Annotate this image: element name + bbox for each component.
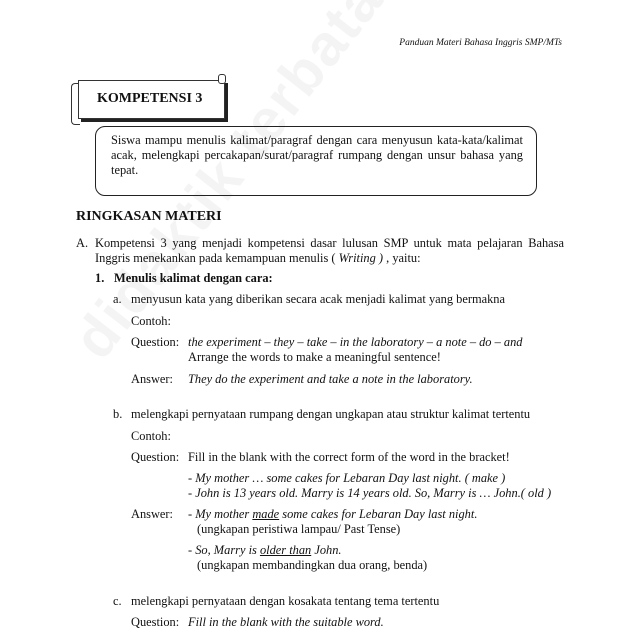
sub-b-question-2: - John is 13 years old. Marry is 14 years old. So, Marry is … John.( old ) bbox=[188, 486, 552, 500]
sub-b-answer-1-post: some cakes for Lebaran Day last night. bbox=[279, 507, 478, 521]
sub-c-letter: c. bbox=[113, 594, 122, 608]
competency-description: Siswa mampu menulis kalimat/paragraf dengan cara menyusun kata-kata/kalimat acak, melengkapi percakapan/surat/paragraf rumpang dengan unsur bahasa yang tepat. bbox=[111, 133, 523, 177]
point-a-line2-post: , yaitu: bbox=[386, 251, 421, 265]
section-title: RINGKASAN MATERI bbox=[76, 209, 222, 224]
sub-c-question-label: Question: bbox=[131, 615, 180, 629]
sub-c-question-text: Fill in the blank with the suitable word. bbox=[188, 615, 384, 629]
sub-b-question-text: Fill in the blank with the correct form of the word in the bracket! bbox=[188, 450, 510, 464]
point-a-line1: Kompetensi 3 yang menjadi kompetensi dasar lulusan SMP untuk mata pelajaran Bahasa bbox=[95, 236, 564, 250]
scroll-curl-right bbox=[218, 74, 226, 84]
sub-b-question-label: Question: bbox=[131, 450, 180, 464]
point-a-letter: A. bbox=[76, 236, 89, 250]
sub-a-question-label: Question: bbox=[131, 335, 180, 349]
sub-a-question-text: the experiment – they – take – in the laboratory – a note – do – and bbox=[188, 335, 523, 349]
sub-b-answer-1-note: (ungkapan peristiwa lampau/ Past Tense) bbox=[197, 522, 401, 536]
sub-a-answer-text: They do the experiment and take a note in the laboratory. bbox=[188, 372, 473, 386]
sub-b-answer-1-pre: - My mother bbox=[188, 507, 253, 521]
point-a-writing: Writing ) bbox=[335, 251, 387, 265]
sub-b-letter: b. bbox=[113, 407, 123, 421]
item1-number: 1. bbox=[95, 271, 105, 285]
sub-b-answer-label: Answer: bbox=[131, 507, 173, 521]
sub-b-answer-2-key: older than bbox=[259, 543, 312, 557]
sub-c-text: melengkapi pernyataan dengan kosakata tentang tema tertentu bbox=[131, 594, 440, 608]
sub-b-answer-2-note: (ungkapan membandingkan dua orang, benda) bbox=[197, 558, 428, 572]
sub-a-text: menyusun kata yang diberikan secara acak menjadi kalimat yang bermakna bbox=[131, 292, 505, 306]
sub-b-answer-2-pre: - So, Marry is bbox=[188, 543, 260, 557]
running-header: Panduan Materi Bahasa Inggris SMP/MTs bbox=[399, 38, 562, 48]
sub-a-instruction: Arrange the words to make a meaningful sentence! bbox=[188, 350, 441, 364]
sub-b-answer-1 bbox=[188, 507, 477, 522]
sub-b-answer-2 bbox=[188, 543, 342, 558]
sub-b-question-1: - My mother … some cakes for Lebaran Day last night. ( make ) bbox=[188, 471, 506, 485]
point-a-line2-pre: Inggris menekankan pada kemampuan menulis ( bbox=[95, 251, 336, 265]
competency-title: KOMPETENSI 3 bbox=[97, 91, 203, 106]
sub-a-answer-label: Answer: bbox=[131, 372, 173, 386]
point-a-line2 bbox=[95, 251, 421, 266]
sub-a-example-label: Contoh: bbox=[131, 314, 171, 328]
item1-title: Menulis kalimat dengan cara: bbox=[114, 271, 273, 285]
sub-a-letter: a. bbox=[113, 292, 122, 306]
sub-b-example-label: Contoh: bbox=[131, 429, 171, 443]
sub-b-text: melengkapi pernyataan rumpang dengan ungkapan atau struktur kalimat tertentu bbox=[131, 407, 531, 421]
sub-b-answer-2-post: John. bbox=[311, 543, 342, 557]
sub-b-answer-1-key: made bbox=[252, 507, 280, 521]
